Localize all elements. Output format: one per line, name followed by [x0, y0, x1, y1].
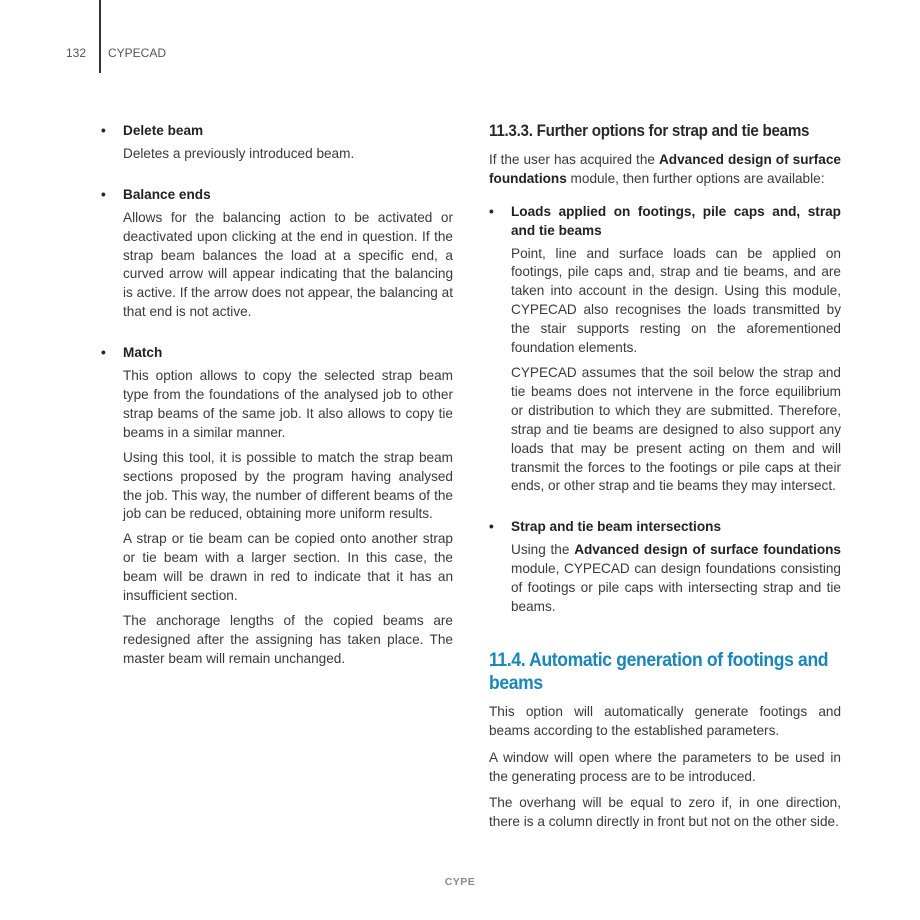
chapter-paragraph: The overhang will be equal to zero if, in one direction, there is a column directly in front but not on the other side.	[489, 795, 841, 830]
left-column	[101, 122, 453, 669]
page-number: 132	[66, 46, 87, 60]
page-header	[0, 0, 920, 80]
bullet-text: The anchorage lengths of the copied beams are redesigned after the assigning has taken place. The master beam will remain unchanged.	[123, 612, 453, 666]
bullet-intersections	[489, 518, 841, 617]
bullet-icon: •	[489, 203, 494, 219]
bullet-match	[101, 344, 453, 669]
bullet-text: Using this tool, it is possible to match the strap beam sections proposed by the program having analysed the job. This way, the number of different beams of the job can be reduced, obtaining more uniform results.	[123, 449, 453, 522]
bullet-text: Deletes a previously introduced beam.	[123, 145, 355, 161]
bullet-text: CYPECAD assumes that the soil below the strap and tie beams does not intervene in the force equilibrium or distribution to which they are submitted. Therefore, strap and tie beams are designed to also support any loads that may be present acting on them and will transmit the forces to the footings or pile caps at their ends, or other strap and tie beams they may intersect.	[511, 364, 841, 494]
bullet-text: Allows for the balancing action to be activated or deactivated upon clicking at the end in question. If the strap beam balances the load at a specific end, a curved arrow will appear indicating that the balancing is active. If the arrow does not appear, the balancing at that end is not active.	[123, 209, 453, 320]
section-heading: 11.3.3. Further options for strap and tie beams	[489, 122, 810, 140]
running-title: CYPECAD	[108, 46, 167, 60]
chapter-paragraph: A window will open where the parameters to be used in the generating process are to be introduced.	[489, 749, 841, 784]
bullet-icon: •	[489, 519, 494, 535]
bullet-icon: •	[101, 345, 106, 361]
chapter-paragraph: This option will automatically generate footings and beams according to the established parameters.	[489, 703, 841, 738]
right-column	[489, 122, 841, 832]
bullet-title: Match	[123, 345, 163, 361]
bullet-delete-beam	[101, 122, 453, 164]
header-divider	[99, 0, 101, 73]
bullet-icon: •	[101, 186, 106, 202]
footer-brand: CYPE	[444, 876, 476, 888]
bullet-text: Point, line and surface loads can be applied on footings, pile caps and, strap and tie beams, and are taken into account in the design. Using this module, CYPECAD also recognises the loads transmitted by the stair supports resting on the aforementioned foundation elements.	[511, 245, 841, 356]
bullet-balance-ends	[101, 186, 453, 322]
bullet-title: Loads applied on footings, pile caps and, strap and tie beams	[511, 203, 841, 238]
chapter-heading: 11.4. Automatic generation of footings and beams	[489, 648, 829, 694]
bullet-title: Strap and tie beam intersections	[511, 519, 722, 535]
section-intro: If the user has acquired the Advanced design of surface foundations module, then further options are available:	[489, 151, 841, 186]
bullet-loads-applied	[489, 203, 841, 497]
bullet-text: This option allows to copy the selected strap beam type from the foundations of the analysed job to other strap beams of the same job. It also allows to copy tie beams in a similar manner.	[123, 368, 453, 440]
bullet-text: Using the Advanced design of surface foundations module, CYPECAD can design foundations consisting of footings or pile caps with intersecting strap and tie beams.	[511, 542, 841, 614]
bullet-icon: •	[101, 123, 106, 138]
bullet-text: A strap or tie beam can be copied onto another strap or tie beam with a larger section. In this case, the beam will be drawn in red to indicate that it has an insufficient section.	[123, 531, 453, 604]
bullet-title: Balance ends	[123, 186, 211, 202]
bullet-title: Delete beam	[123, 123, 204, 138]
